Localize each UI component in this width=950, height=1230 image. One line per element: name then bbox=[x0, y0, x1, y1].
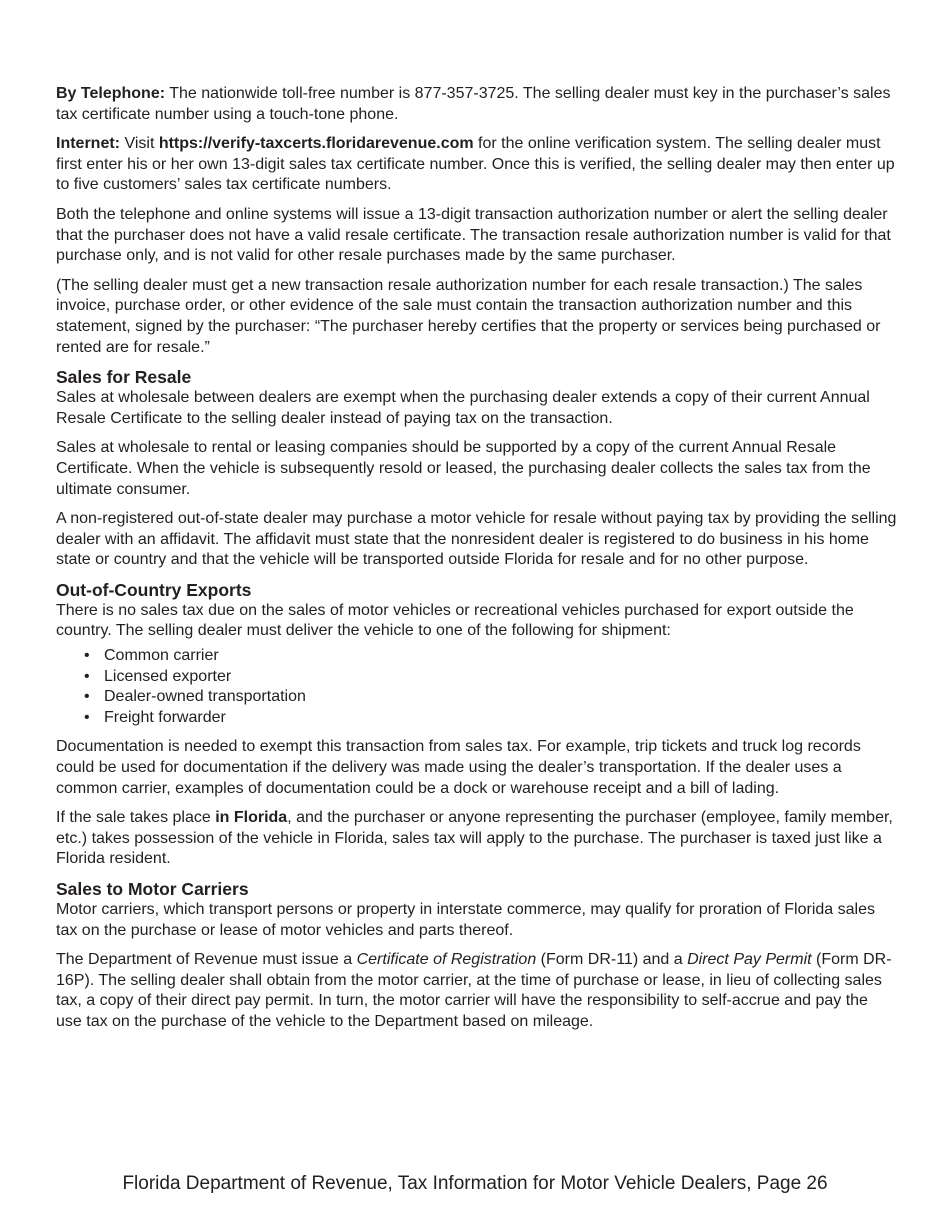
direct-pay-permit: Direct Pay Permit bbox=[687, 951, 812, 969]
motor-carriers-paragraph-1: Motor carriers, which transport persons or property in interstate commerce, may qualify for proration of Florida sales tax on the purchase or lease of motor vehicles and parts thereof. bbox=[56, 901, 875, 939]
mc-p2-pre: The Department of Revenue must issue a bbox=[56, 951, 357, 969]
page-footer: Florida Department of Revenue, Tax Information for Motor Vehicle Dealers, Page 26 bbox=[122, 1173, 828, 1194]
resale-paragraph-2: Sales at wholesale to rental or leasing companies should be supported by a copy of the current Annual Resale Certificate. When the vehicle is subsequently resold or leased, the purchasing dealer collects the sales tax from the ultimate consumer. bbox=[56, 439, 871, 498]
resale-paragraph-1: Sales at wholesale between dealers are exempt when the purchasing dealer extends a copy of their current Annual Resale Certificate to the selling dealer instead of paying tax on the transaction. bbox=[56, 389, 870, 427]
telephone-paragraph bbox=[56, 84, 898, 125]
mc-p2-mid: (Form DR-11) and a bbox=[536, 951, 688, 969]
list-item: • Common carrier bbox=[84, 646, 898, 667]
exports-heading: Out-of-Country Exports bbox=[56, 579, 252, 600]
verification-url[interactable]: https://verify-taxcerts.floridarevenue.com bbox=[158, 135, 474, 153]
mc-p2-post: (Form DR-16P). The selling dealer shall obtain from the motor carrier, at the time of purchase or lease, in lieu of collecting sales tax, a copy of their direct pay permit. In turn, the motor carrier will have the responsibility to self-accrue and pay the use tax on the purchase of the vehicle to the Department based on mileage. bbox=[56, 951, 892, 1030]
new-number-paragraph: (The selling dealer must get a new transaction resale authorization number for each resale transaction.) The sales invoice, purchase order, or other evidence of the sale must contain the transaction authorization number and this statement, signed by the purchaser: “The purchaser hereby certifies that the property or services being purchased or rented are for resale.” bbox=[56, 276, 881, 356]
internet-paragraph bbox=[56, 134, 898, 196]
exports-p3-post: , and the purchaser or anyone representing the purchaser (employee, family member, etc.) takes possession of the vehicle in Florida, sales tax will apply to the purchase. The purchaser is taxed just like a Florida resident. bbox=[56, 809, 893, 868]
exports-paragraph-1: There is no sales tax due on the sales of motor vehicles or recreational vehicles purchased for export outside the country. The selling dealer must deliver the vehicle to one of the following for shipment: bbox=[56, 601, 854, 640]
certificate-of-registration: Certificate of Registration bbox=[356, 951, 537, 969]
resale-paragraph-3: A non-registered out-of-state dealer may purchase a motor vehicle for resale without paying tax by providing the selling dealer with an affidavit. The affidavit must state that the nonresident dealer is registered to do business in his home state or country and that the vehicle will be transported outside Florida for resale and for no other purpose. bbox=[56, 510, 897, 569]
telephone-lead: By Telephone: bbox=[56, 85, 166, 102]
document-body bbox=[56, 84, 898, 1042]
exports-paragraph-2: Documentation is needed to exempt this transaction from sales tax. For example, trip tickets and truck log records could be used for documentation if the delivery was made using the dealer’s transportation. If the dealer uses a common carrier, examples of documentation could be a dock or warehouse receipt and a bill of lading. bbox=[56, 738, 861, 797]
motor-carriers-paragraph-2 bbox=[56, 950, 898, 1032]
both-systems-paragraph: Both the telephone and online systems will issue a 13-digit transaction authorization number or alert the selling dealer that the purchaser does not have a valid resale certificate. The transaction resale authorization number is valid for that purchase only, and is not valid for other resale purchases made by the same purchaser. bbox=[56, 205, 891, 265]
sales-for-resale-heading: Sales for Resale bbox=[56, 367, 192, 388]
exports-p3-bold: in Florida bbox=[215, 809, 288, 827]
internet-pre: Visit bbox=[120, 135, 159, 153]
telephone-text: The nationwide toll-free number is 877-357-3725. The selling dealer must key in the purchaser’s sales tax certificate number using a touch-tone phone. bbox=[56, 85, 891, 123]
list-item: • Licensed exporter bbox=[84, 667, 898, 688]
internet-lead: Internet: bbox=[56, 135, 120, 153]
list-item: • Dealer-owned transportation bbox=[84, 687, 898, 708]
exports-p3-pre: If the sale takes place bbox=[56, 809, 216, 827]
exports-paragraph-3 bbox=[56, 808, 898, 870]
internet-post: for the online verification system. The selling dealer must first enter his or her own 13-digit sales tax certificate number. Once this is verified, the selling dealer may then enter up to five customers’ sales tax certificate numbers. bbox=[56, 135, 895, 194]
shipment-options-list bbox=[56, 646, 898, 728]
list-item: • Freight forwarder bbox=[84, 708, 898, 729]
motor-carriers-heading: Sales to Motor Carriers bbox=[56, 879, 249, 899]
